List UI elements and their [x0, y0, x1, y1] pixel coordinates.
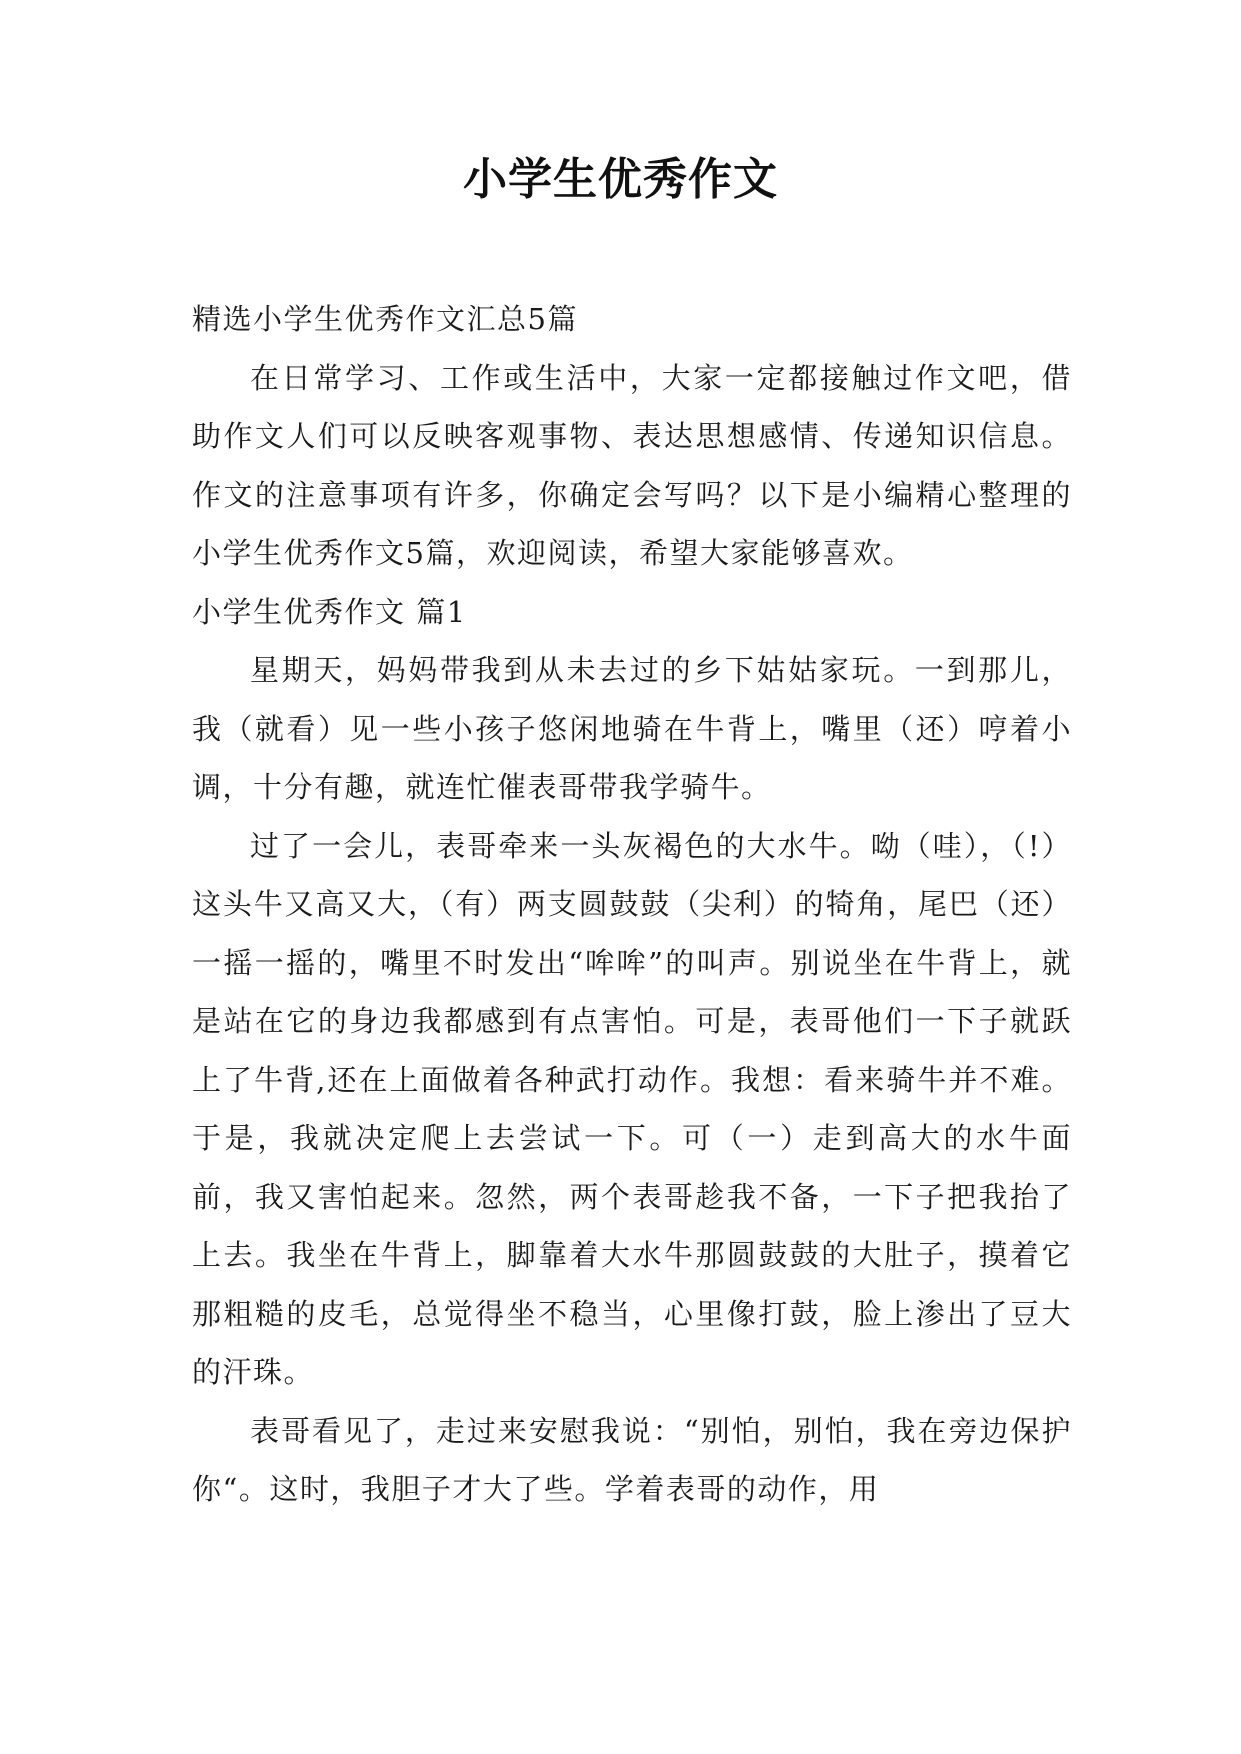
document-body — [192, 290, 1072, 1519]
body-paragraph: 星期天，妈妈带我到从未去过的乡下姑姑家玩。一到那儿，我（就看）见一些小孩子悠闲地骑在牛背上，嘴里（还）哼着小调，十分有趣，就连忙催表哥带我学骑牛。 — [192, 653, 1072, 804]
document-title: 小学生优秀作文 — [463, 154, 778, 205]
document-subtitle: 精选小学生优秀作文汇总5篇 — [192, 302, 578, 336]
intro-paragraph: 在日常学习、工作或生活中，大家一定都接触过作文吧，借助作文人们可以反映客观事物、表达思想感情、传递知识信息。作文的注意事项有许多，你确定会写吗？以下是小编精心整理的小学生优秀作文5篇，欢迎阅读，希望大家能够喜欢。 — [192, 360, 1072, 570]
section-heading: 小学生优秀作文 篇1 — [192, 594, 467, 629]
body-paragraph: 表哥看见了，走过来安慰我说：“别怕，别怕，我在旁边保护你“。这时，我胆子才大了些。学着表哥的动作，用 — [192, 1413, 1072, 1506]
body-paragraph: 过了一会儿，表哥牵来一头灰褐色的大水牛。呦（哇），（!）这头牛又高又大，（有）两支圆鼓鼓（尖利）的犄角，尾巴（还）一摇一摇的，嘴里不时发出“哞哞”的叫声。别说坐在牛背上，就是站在它的身边我都感到有点害怕。可是，表哥他们一下子就跃上了牛背,还在上面做着各种武打动作。我想：看来骑牛并不难。于是，我就决定爬上去尝试一下。可（一）走到高大的水牛面前，我又害怕起来。忽然，两个表哥趁我不备，一下子把我抬了上去。我坐在牛背上，脚靠着大水牛那圆鼓鼓的大肚子，摸着它那粗糙的皮毛，总觉得坐不稳当，心里像打鼓，脸上渗出了豆大的汗珠。 — [192, 828, 1072, 1389]
